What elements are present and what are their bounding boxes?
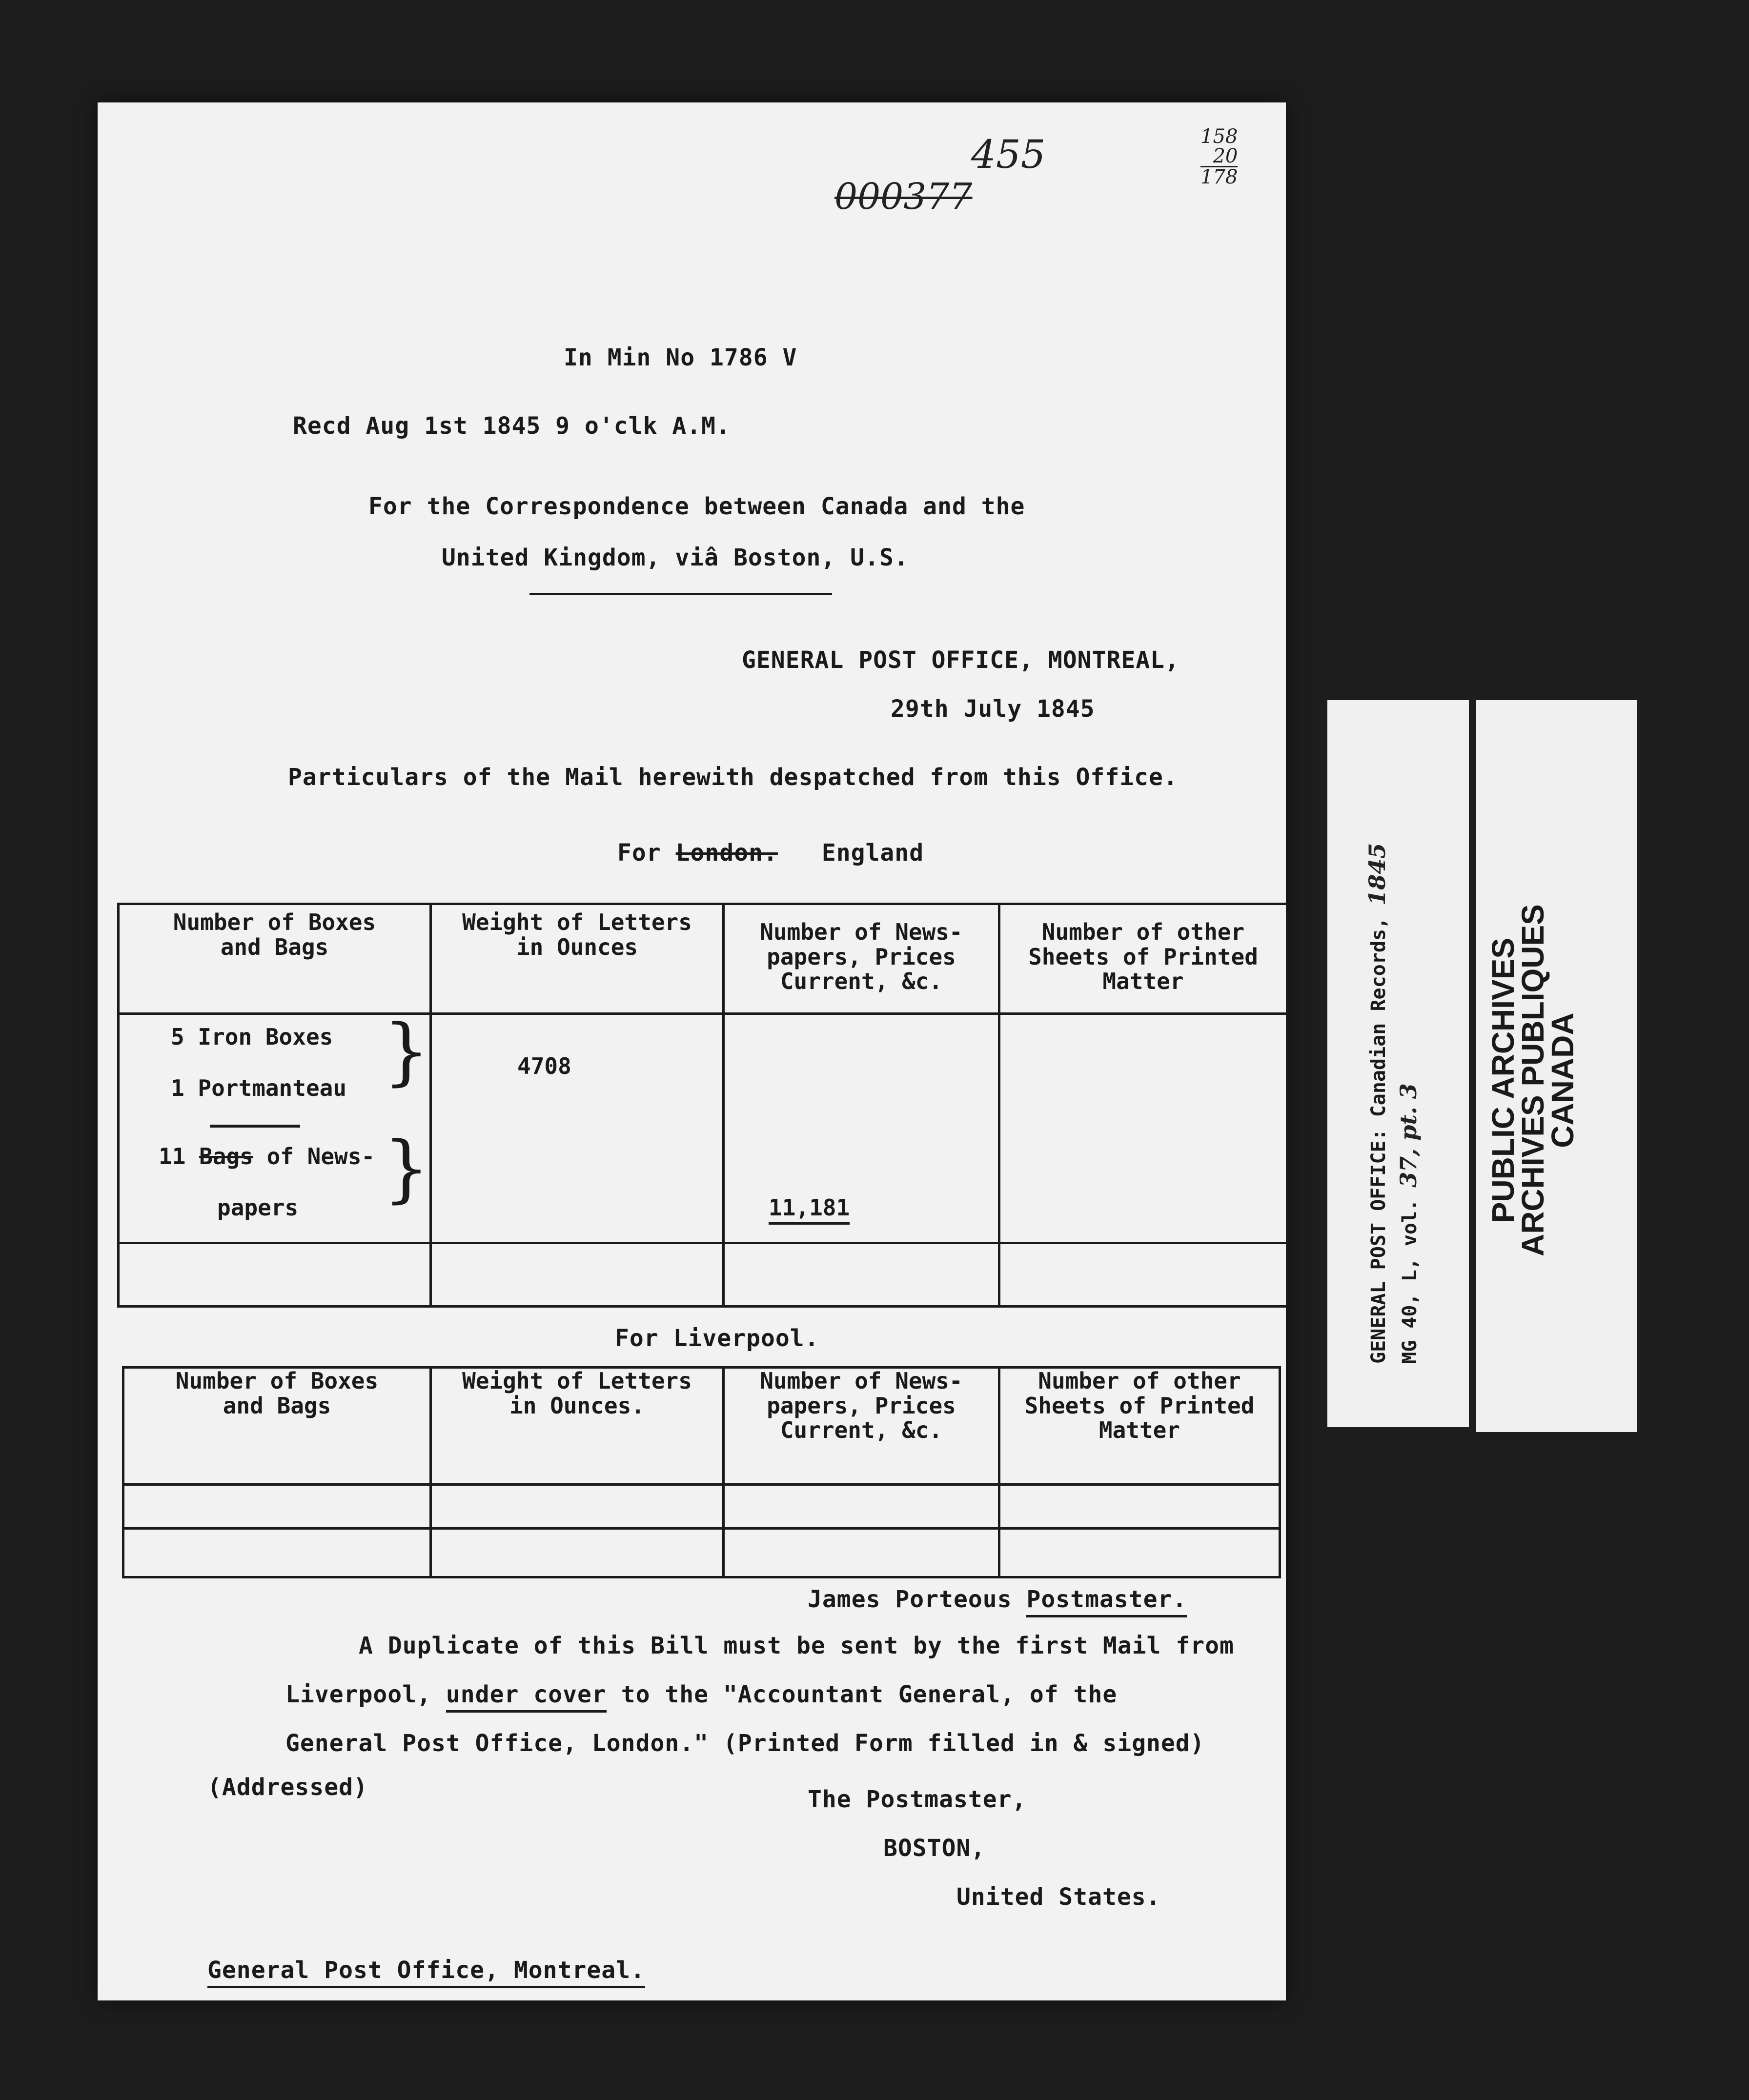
boxes-line-1: 5 Iron Boxes (171, 1024, 333, 1050)
instruction-line-3: General Post Office, London." (Printed Form filled in & signed) (285, 1730, 1205, 1757)
empty-cell (999, 1529, 1280, 1577)
under-cover-text: under cover (446, 1681, 607, 1713)
empty-cell (999, 1485, 1280, 1529)
struck-number: 000377 (834, 176, 973, 218)
empty-cell (724, 1243, 999, 1307)
archive-reference-text (1364, 843, 1422, 1364)
for-label: For (617, 839, 661, 867)
handwritten-calc (1200, 127, 1238, 187)
purpose-line-1: For the Correspondence between Canada and the (368, 493, 1025, 520)
empty-cell (431, 1243, 724, 1307)
archive-year: 1845 (1364, 843, 1390, 906)
particulars-heading: Particulars of the Mail herewith despatched from this Office. (288, 764, 1178, 791)
instruction-line-1: A Duplicate of this Bill must be sent by the first Mail from (359, 1632, 1234, 1659)
bags-text: of News- (266, 1143, 375, 1170)
struck-bags: Bags (199, 1143, 253, 1170)
empty-cell (123, 1529, 431, 1577)
column-header: Number of Boxes and Bags (119, 904, 431, 1014)
boxes-cell (119, 1009, 431, 1243)
handwritten-number: 455 (971, 132, 1046, 177)
calc-line: 20 (1213, 145, 1238, 167)
england-mail-table (117, 903, 1288, 1308)
instruction-line-2 (285, 1681, 1117, 1708)
instruction-text: Liverpool, (285, 1681, 431, 1708)
newspapers-cell (724, 1014, 999, 1243)
struck-london: London. (675, 839, 778, 867)
archive-line-2: MG 40, L, vol. 37, pt. 3 (1395, 1083, 1422, 1364)
bags-line-1 (159, 1144, 375, 1169)
instruction-text: to the "Accountant General, of the (621, 1681, 1118, 1708)
empty-cell (999, 1243, 1287, 1307)
header-rule (529, 593, 832, 595)
other-sheets-cell (999, 1014, 1287, 1243)
bags-count: 11 (159, 1143, 186, 1170)
empty-cell (123, 1485, 431, 1529)
column-header: Number of News- papers, Prices Current, &c. (724, 1368, 999, 1485)
archive-line-1: GENERAL POST OFFICE: Canadian Records, 1845 (1364, 843, 1390, 1364)
purpose-line-2: United Kingdom, viâ Boston, U.S. (442, 544, 909, 571)
liverpool-mail-table (122, 1366, 1281, 1578)
postmaster-name: James Porteous (808, 1586, 1012, 1613)
column-header: Weight of Letters in Ounces (431, 904, 724, 1014)
brace-mark: } (383, 1009, 430, 1094)
address-line-2: BOSTON, (883, 1835, 986, 1862)
stamp-line-1: PUBLIC ARCHIVES (1485, 937, 1521, 1223)
received-note: Recd Aug 1st 1845 9 o'clk A.M. (293, 412, 731, 440)
empty-cell (431, 1485, 724, 1529)
empty-cell (119, 1243, 431, 1307)
boxes-line-2: 1 Portmanteau (171, 1075, 347, 1101)
address-line-3: United States. (956, 1883, 1161, 1911)
minute-reference: In Min No 1786 V (564, 344, 797, 371)
bags-line-2: papers (217, 1194, 299, 1221)
destination-liverpool: For Liverpool. (615, 1325, 819, 1352)
stamp-line-3: CANADA (1545, 1012, 1580, 1148)
column-header: Number of News- papers, Prices Current, &c. (724, 904, 999, 1014)
column-header: Number of other Sheets of Printed Matter (999, 904, 1287, 1014)
destination-england (617, 839, 924, 867)
empty-cell (431, 1529, 724, 1577)
addressed-label: (Addressed) (207, 1774, 368, 1801)
empty-cell (724, 1485, 999, 1529)
office-date: 29th July 1845 (891, 695, 1095, 723)
separator-rule (210, 1125, 300, 1128)
column-header: Number of other Sheets of Printed Matter (999, 1368, 1280, 1485)
stamp-line-2: ARCHIVES PUBLIQUES (1515, 904, 1550, 1256)
newspapers-value: 11,181 (769, 1195, 850, 1225)
column-header: Weight of Letters in Ounces. (431, 1368, 724, 1485)
archive-volume: 37, pt. 3 (1395, 1083, 1422, 1188)
address-line-1: The Postmaster, (808, 1786, 1027, 1813)
calc-line: 178 (1200, 166, 1238, 188)
calc-line: 158 (1200, 125, 1238, 148)
england-label: England (821, 839, 924, 867)
empty-cell (724, 1529, 999, 1577)
column-header: Number of Boxes and Bags (123, 1368, 431, 1485)
postmaster-signature (808, 1586, 1187, 1613)
archives-stamp (1485, 904, 1580, 1256)
postmaster-title: Postmaster. (1026, 1586, 1187, 1617)
weight-cell (431, 1014, 724, 1243)
weight-value: 4708 (517, 1053, 571, 1079)
document-page (98, 102, 1286, 2000)
footer-office: General Post Office, Montreal. (207, 1957, 645, 1988)
office-name: GENERAL POST OFFICE, MONTREAL, (742, 646, 1180, 674)
brace-mark: } (383, 1126, 430, 1211)
